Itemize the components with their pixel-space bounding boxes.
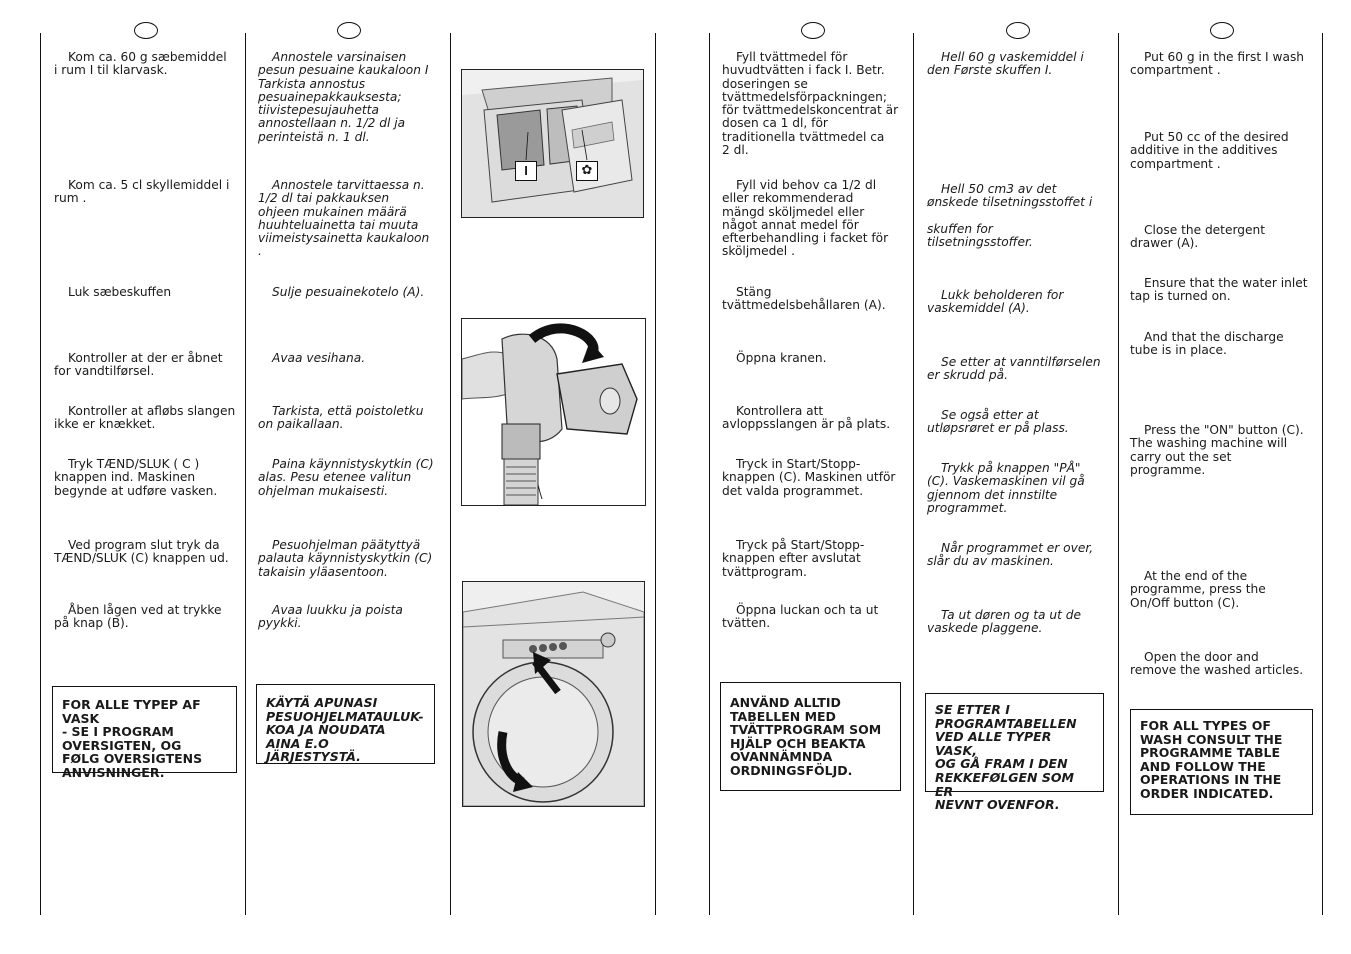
no-step-end: Når programmet er over, slår du av maskinen. xyxy=(927,541,1094,569)
da-step-open-door: Åben lågen ved at trykke på knap (B). xyxy=(54,603,222,631)
no-step-open-door: Ta ut døren og ta ut de vaskede plaggene. xyxy=(927,608,1081,636)
da-step-drain-hose: Kontroller at afløbs slangen ikke er knækket. xyxy=(54,404,236,432)
en-notice-text: FOR ALL TYPES OF WASH CONSULT THE PROGRAMME TABLE AND FOLLOW THE OPERATIONS IN THE ORDER INDICATED. xyxy=(1140,718,1283,801)
en-step-detergent: Put 60 g in the first I wash compartment . xyxy=(1130,50,1305,78)
no-step-drain-hose: Se også etter at utløpsrøret er på plass. xyxy=(927,408,1069,436)
no-notice-box xyxy=(925,693,1104,813)
fi-step-start: Paina käynnistyskytkin (C) alas. Pesu etenee valitun ohjelman mukaisesti. xyxy=(258,457,434,498)
language-marker-circle xyxy=(134,22,158,39)
column-rule xyxy=(913,33,914,915)
sv-step-detergent: Fyll tvättmedel för huvudtvätten i fack I. Betr. doseringen se tvättmedelsförpackningen; för tvättmedelskoncentrat är dosen ca 1 dl, för traditionella tvättmedel ca 2 dl. xyxy=(722,50,899,158)
sv-step-open-door: Öppna luckan och ta ut tvätten. xyxy=(722,603,879,631)
sv-step-start: Tryck in Start/Stopp- knappen (C). Maskinen utför det valda programmet. xyxy=(722,457,896,498)
da-step-detergent: Kom ca. 60 g sæbemiddel i rum I til klarvask. xyxy=(54,50,227,78)
fi-step-drain-hose: Tarkista, että poistoletku on paikallaan. xyxy=(258,404,424,432)
language-marker-circle xyxy=(1006,22,1030,39)
column-rule xyxy=(655,33,656,915)
no-step-detergent: Hell 60 g vaskemiddel i den Første skuffen I. xyxy=(927,50,1084,78)
no-step-water-tap: Se etter at vanntilførselen er skrudd på. xyxy=(927,355,1101,383)
language-marker-circle xyxy=(1210,22,1234,39)
fi-step-detergent: Annostele varsinaisen pesun pesuaine kaukaloon I Tarkista annostus pesuainepakkauksesta; tiivistepesujauhetta annostellaan n. 1/2 dl ja perinteistä n. 1 dl. xyxy=(258,50,429,144)
fi-step-end: Pesuohjelman päätyttyä palauta käynnistyskytkin (C) takaisin yläasentoon. xyxy=(258,538,433,579)
sv-step-end: Tryck på Start/Stopp- knappen efter avslutat tvättprogram. xyxy=(722,538,865,579)
sv-notice-box xyxy=(720,682,901,791)
da-step-water-tap: Kontroller at der er åbnet for vandtilførsel. xyxy=(54,351,223,379)
softener-compartment-flower-icon: ✿ xyxy=(576,161,598,181)
sv-step-softener: Fyll vid behov ca 1/2 dl eller rekommenderad mängd sköljmedel eller något annat medel för efterbehandling i facket för sköljmedel . xyxy=(722,178,889,259)
column-rule xyxy=(709,33,710,915)
en-step-start: Press the "ON" button (C). The washing machine will carry out the set programme. xyxy=(1130,423,1304,477)
no-step-softener: Hell 50 cm3 av det ønskede tilsetningsstoffet i skuffen for tilsetningsstoffer. xyxy=(927,182,1093,250)
da-notice-text: FOR ALLE TYPEP AF VASK - SE I PROGRAM OVERSIGTEN, OG FØLG OVERSIGTENS ANVISNINGER. xyxy=(62,697,203,780)
fi-notice-text: KÄYTÄ APUNASI PESUOHJELMATAULUK- KOA JA NOUDATA AINA E.O JÄRJESTYSTÄ. xyxy=(266,695,424,765)
no-notice-text: SE ETTER I PROGRAMTABELLEN VED ALLE TYPER VASK, OG GÅ FRAM I DEN REKKEFØLGEN SOM ER NEVNT OVENFOR. xyxy=(935,702,1077,813)
column-rule xyxy=(40,33,41,915)
en-step-softener: Put 50 cc of the desired additive in the additives compartment . xyxy=(1130,130,1289,171)
da-notice-box xyxy=(52,686,237,780)
detergent-drawer-illustration xyxy=(461,69,644,218)
sv-step-water-tap: Öppna kranen. xyxy=(736,351,827,365)
washing-machine-illustration xyxy=(462,581,645,807)
fi-step-softener: Annostele tarvittaessa n. 1/2 dl tai pakkauksen ohjeen mukainen määrä huuhteluainetta tai muuta viimeistysainetta kaukaloon . xyxy=(258,178,430,259)
en-step-open-door: Open the door and remove the washed articles. xyxy=(1130,650,1304,678)
sv-step-drain-hose: Kontrollera att avloppsslangen är på plats. xyxy=(722,404,891,432)
column-rule xyxy=(1118,33,1119,915)
en-step-drain-hose: And that the discharge tube is in place. xyxy=(1130,330,1284,358)
da-step-close-drawer: Luk sæbeskuffen xyxy=(68,285,172,299)
column-rule xyxy=(1322,33,1323,915)
no-step-close-drawer: Lukk beholderen for vaskemiddel (A). xyxy=(927,288,1064,316)
fi-step-close-drawer: Sulje pesuainekotelo (A). xyxy=(272,285,425,299)
column-rule xyxy=(450,33,451,915)
sv-step-close-drawer: Stäng tvättmedelsbehållaren (A). xyxy=(722,285,886,313)
fi-step-water-tap: Avaa vesihana. xyxy=(272,351,366,365)
main-wash-compartment-label: I xyxy=(515,161,537,181)
language-marker-circle xyxy=(801,22,825,39)
da-step-start: Tryk TÆND/SLUK ( C ) knappen ind. Maskinen begynde at udføre vasken. xyxy=(54,457,218,498)
da-step-softener: Kom ca. 5 cl skyllemiddel i rum . xyxy=(54,178,230,206)
sv-notice-text: ANVÄND ALLTID TABELLEN MED TVÄTTPROGRAM SOM HJÄLP OCH BEAKTA OVANNÄMNDA ORDNINGSFÖLJD. xyxy=(730,695,882,778)
en-step-end: At the end of the programme, press the On/Off button (C). xyxy=(1130,569,1266,610)
en-notice-box xyxy=(1130,709,1313,815)
water-tap-illustration xyxy=(461,318,646,506)
column-rule xyxy=(245,33,246,915)
fi-step-open-door: Avaa luukku ja poista pyykki. xyxy=(258,603,403,631)
language-marker-circle xyxy=(337,22,361,39)
fi-notice-box xyxy=(256,684,435,764)
da-step-end: Ved program slut tryk da TÆND/SLUK (C) knappen ud. xyxy=(54,538,229,566)
no-step-start: Trykk på knappen "PÅ" (C). Vaskemaskinen vil gå gjennom det innstilte programmet. xyxy=(927,461,1085,515)
en-step-close-drawer: Close the detergent drawer (A). xyxy=(1130,223,1265,251)
en-step-water-tap: Ensure that the water inlet tap is turned on. xyxy=(1130,276,1308,304)
